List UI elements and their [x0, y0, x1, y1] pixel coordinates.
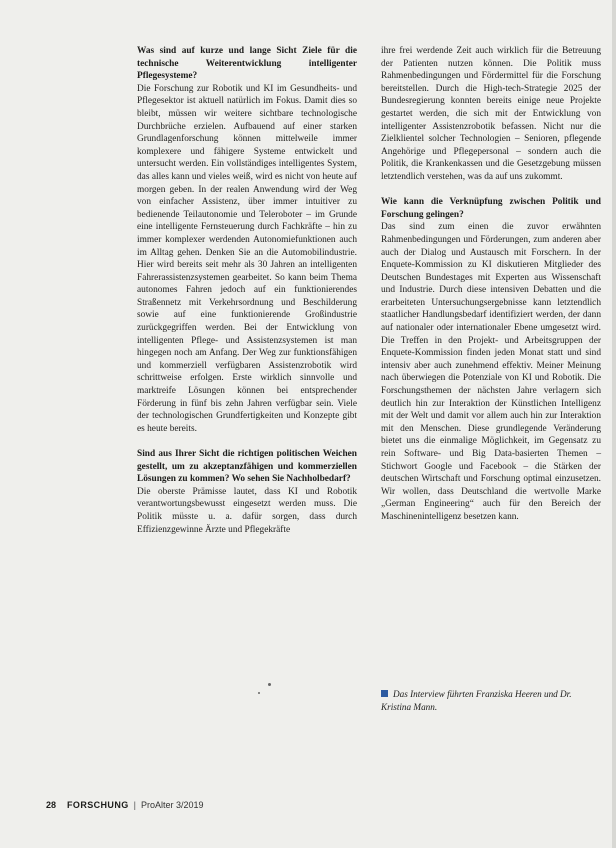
question-3: Wie kann die Verknüpfung zwischen Politik und Forschung gelingen?	[381, 197, 601, 220]
page-edge	[612, 0, 616, 848]
interview-credit	[381, 688, 601, 714]
answer-1: Die Forschung zur Robotik und KI im Gesundheits- und Pflegesektor ist aktuell natürlich im Fokus. Damit dies so bleibt, müssen wir weitere sichtbare technologische Durchbrüche erzielen. Aufbauend auf einer starken Grundlagenforschung können mittelweile immer komplexere und fähigere Systeme entwickelt und untersucht werden. Ein vollständiges intelligentes System, das alles kann und vieles weiß, wird es nicht von heute auf morgen geben. In der realen Anwendung wird der Weg von einfacher Assistenz, über immer intuitiver zu bedienende Teilautonomie und Teleroboter – im Grunde eine intelligente Fernsteuerung durch Fachkräfte – hin zu immer komplexer werdenden Autonomiefunktionen auch im Alltag gehen. Denken Sie an die Automobilindustrie. Hier wird bereits seit mehr als 30 Jahren an intelligenten Fahrerassistenzsystemen gearbeitet. So kann beim Thema autonomes Fahren jedoch auf ein funktionierendes Straßennetz mit Verkehrsordnung und Beschilderung sowie auf eine funktionierende Großindustrie zurückgegriffen werden. Bei der Entwicklung von intelligenten Pflege- und Assistenzsystemen ist man hingegen noch am Anfang. Der Weg zur funktionsfähigen und kommerziell verfügbaren Assistenzrobotik wird schrittweise erfolgen. Erste wirklich sinnvolle und marktreife Lösungen können bei entsprechender Förderung in fünf bis zehn Jahren verfügbar sein. Viele der technologischen Grundfertigkeiten und Konzepte gibt es heute bereits.	[137, 83, 357, 434]
speck-mark	[268, 683, 271, 686]
page-number: 28	[46, 800, 57, 810]
question-1: Was sind auf kurze und lange Sicht Ziele für die technische Weiterentwicklung intelligenter Pflegesysteme?	[137, 46, 357, 82]
paragraph-gap	[381, 184, 601, 197]
section-label: FORSCHUNG	[67, 800, 129, 810]
footer-separator: |	[133, 800, 136, 810]
right-column	[381, 45, 601, 524]
speck-mark	[258, 692, 260, 694]
answer-3: Das sind zum einen die zuvor erwähnten Rahmenbedingungen und Förderungen, zum anderen aber auch der Dialog und Austausch mit Forschern. In der Enquete-Kommission zu KI diskutieren Mitglieder des Deutschen Bundestages mit Experten aus Wissenschaft und Industrie. Durch diese intensiven Debatten und die erarbeiteten Untersuchungsergebnisse kann letztendlich staatlicher Handlungsbedarf identifiziert werden, der dann auf nationaler oder internationaler Ebene umgesetzt wird. Die Treffen in den Projekt- und Arbeitsgruppen der Enquete-Kommission finden jeden Monat statt und sind intensiv aber auch zunehmend effektiv. Meiner Meinung nach überwiegen die Potenziale von KI und Robotik. Die Forschungsthemen der nächsten Jahre verlagern sich deutlich hin zur Interaktion der Künstlichen Intelligenz mit der Welt und damit vor allem auch hin zur Interaktion mit den Menschen. Diese grundlegende Veränderung bietet uns die einmalige Möglichkeit, im Gegensatz zu rein Software- und Big Data-basierten Themen – Stichwort Google und Facebook – die Stärken der deutschen Wirtschaft und Forschung optimal einzusetzen. Wir wollen, dass Deutschland die wertvolle Marke „German Engineering“ auch für den Bereich der Maschinenintelligenz besetzen kann.	[381, 222, 601, 522]
question-2: Sind aus Ihrer Sicht die richtigen politischen Weichen gestellt, um zu akzeptanzfähigen und kommerziellen Lösungen zu kommen? Wo sehen Sie Nachholbedarf?	[137, 449, 357, 485]
publication-label: ProAlter 3/2019	[140, 800, 204, 810]
left-column	[137, 45, 357, 536]
credit-text: Das Interview führten Franziska Heeren und Dr. Kristina Mann.	[381, 689, 572, 712]
paragraph-gap	[137, 435, 357, 448]
answer-2: Die oberste Prämisse lautet, dass KI und Robotik verantwortungsbewusst eingesetzt werden muss. Die Politik müsste u. a. dafür sorgen, dass durch Effizienzgewinne Ärzte und Pflegekräfte	[137, 486, 357, 535]
answer-2-continued: ihre frei werdende Zeit auch wirklich für die Betreuung der Patienten nutzen können. Die Politik muss Rahmenbedingungen und Fördermittel für die Forschung bereitstellen. Durch die High-tech-Strategie 2025 der Bundesregierung konnten bereits einige neue Projekte gestartet werden, die sich mit der Entwicklung von intelligenter Assistenzrobotik befassen. Nicht nur die Zielklientel solcher Technologien – Senioren, pflegende Angehörige und Pflegepersonal – sondern auch die Politik, die Krankenkassen und die Gesetzgebung müssen letztendlich verstehen, was da auf uns zukommt.	[381, 46, 601, 182]
blue-square-icon	[381, 690, 388, 697]
page-footer	[46, 800, 204, 810]
